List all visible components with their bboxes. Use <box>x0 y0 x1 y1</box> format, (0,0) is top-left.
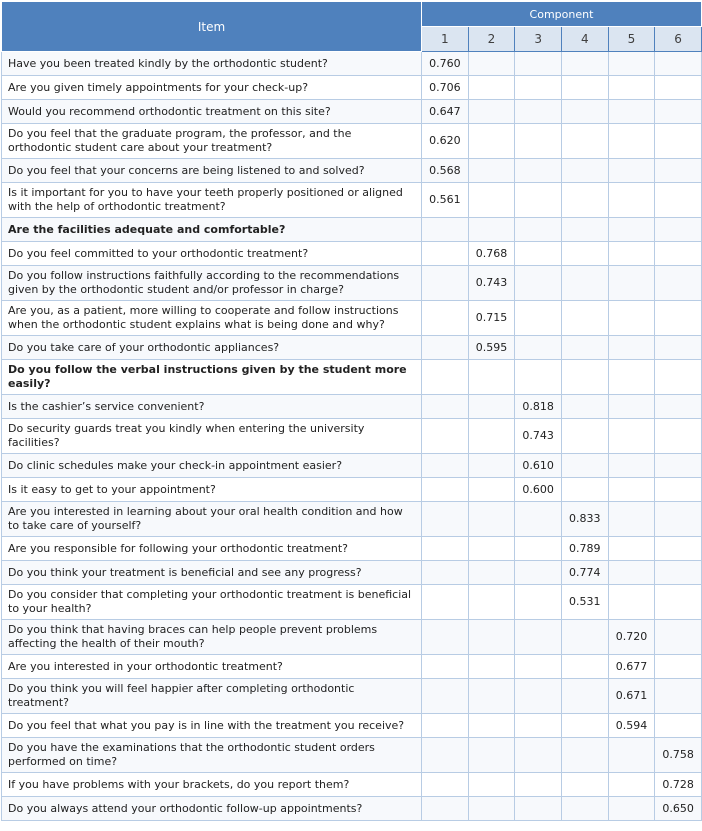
item-cell: Is it easy to get to your appointment? <box>2 478 422 502</box>
empty-cell <box>655 454 702 478</box>
item-cell: Do you feel that the graduate program, the professor, and the orthodontic student care about your treatment? <box>2 124 422 159</box>
empty-cell <box>422 336 469 360</box>
empty-cell <box>468 159 515 183</box>
empty-cell <box>515 502 562 537</box>
loading-value-cell: 0.743 <box>515 419 562 454</box>
empty-cell <box>608 360 655 395</box>
empty-cell <box>561 266 608 301</box>
empty-cell <box>608 124 655 159</box>
table-row <box>2 336 702 360</box>
empty-cell <box>468 561 515 585</box>
table-row <box>2 395 702 419</box>
loading-value-cell: 0.677 <box>608 655 655 679</box>
item-cell: Do clinic schedules make your check-in appointment easier? <box>2 454 422 478</box>
empty-cell <box>608 561 655 585</box>
empty-cell <box>468 655 515 679</box>
empty-cell <box>561 395 608 419</box>
loading-value-cell: 0.789 <box>561 537 608 561</box>
loading-value-cell: 0.671 <box>608 679 655 714</box>
item-cell: Do you follow instructions faithfully according to the recommendations given by the orthodontic student and/or professor in charge? <box>2 266 422 301</box>
loading-value-cell: 0.774 <box>561 561 608 585</box>
empty-cell <box>422 502 469 537</box>
empty-cell <box>655 537 702 561</box>
empty-cell <box>655 395 702 419</box>
loading-value-cell: 0.568 <box>422 159 469 183</box>
empty-cell <box>608 797 655 821</box>
empty-cell <box>561 419 608 454</box>
loading-value-cell: 0.610 <box>515 454 562 478</box>
item-cell: Do you think that having braces can help people prevent problems affecting the health of their mouth? <box>2 620 422 655</box>
loading-value-cell: 0.650 <box>655 797 702 821</box>
table-row <box>2 561 702 585</box>
item-cell: Are you given timely appointments for your check-up? <box>2 76 422 100</box>
empty-cell <box>515 561 562 585</box>
item-cell: If you have problems with your brackets, do you report them? <box>2 773 422 797</box>
table-row <box>2 218 702 242</box>
item-column-header: Item <box>2 2 422 52</box>
item-cell: Have you been treated kindly by the orthodontic student? <box>2 52 422 76</box>
loading-value-cell: 0.600 <box>515 478 562 502</box>
empty-cell <box>422 537 469 561</box>
empty-cell <box>655 218 702 242</box>
item-cell: Do security guards treat you kindly when entering the university facilities? <box>2 419 422 454</box>
item-cell: Is the cashier’s service convenient? <box>2 395 422 419</box>
table-row <box>2 100 702 124</box>
table-row <box>2 585 702 620</box>
empty-cell <box>655 360 702 395</box>
empty-cell <box>608 159 655 183</box>
factor-loading-table-container <box>1 1 701 821</box>
empty-cell <box>655 183 702 218</box>
empty-cell <box>468 100 515 124</box>
empty-cell <box>422 454 469 478</box>
empty-cell <box>608 419 655 454</box>
table-row <box>2 502 702 537</box>
component-number-header: 3 <box>515 27 562 52</box>
empty-cell <box>468 585 515 620</box>
item-cell: Is it important for you to have your teeth properly positioned or aligned with the help of orthodontic treatment? <box>2 183 422 218</box>
empty-cell <box>422 714 469 738</box>
loading-value-cell: 0.531 <box>561 585 608 620</box>
component-column-header: Component <box>422 2 702 27</box>
empty-cell <box>515 360 562 395</box>
table-row <box>2 797 702 821</box>
empty-cell <box>468 454 515 478</box>
item-cell: Do you consider that completing your orthodontic treatment is beneficial to your health? <box>2 585 422 620</box>
empty-cell <box>422 301 469 336</box>
loading-value-cell: 0.758 <box>655 738 702 773</box>
empty-cell <box>422 395 469 419</box>
empty-cell <box>422 620 469 655</box>
table-row <box>2 454 702 478</box>
empty-cell <box>561 454 608 478</box>
loading-value-cell: 0.620 <box>422 124 469 159</box>
empty-cell <box>468 738 515 773</box>
empty-cell <box>561 76 608 100</box>
table-row <box>2 679 702 714</box>
empty-cell <box>608 266 655 301</box>
empty-cell <box>468 124 515 159</box>
table-row <box>2 124 702 159</box>
table-row <box>2 266 702 301</box>
empty-cell <box>515 620 562 655</box>
table-row <box>2 655 702 679</box>
empty-cell <box>608 301 655 336</box>
table-body <box>2 52 702 821</box>
table-row <box>2 52 702 76</box>
section-heading-cell: Are the facilities adequate and comfortable? <box>2 218 422 242</box>
loading-value-cell: 0.561 <box>422 183 469 218</box>
item-cell: Do you feel that what you pay is in line with the treatment you receive? <box>2 714 422 738</box>
loading-value-cell: 0.818 <box>515 395 562 419</box>
empty-cell <box>655 502 702 537</box>
empty-cell <box>515 797 562 821</box>
item-cell: Do you take care of your orthodontic appliances? <box>2 336 422 360</box>
empty-cell <box>422 478 469 502</box>
item-cell: Do you think you will feel happier after completing orthodontic treatment? <box>2 679 422 714</box>
empty-cell <box>515 159 562 183</box>
component-number-header: 6 <box>655 27 702 52</box>
empty-cell <box>468 679 515 714</box>
empty-cell <box>561 738 608 773</box>
empty-cell <box>561 124 608 159</box>
empty-cell <box>655 620 702 655</box>
empty-cell <box>608 395 655 419</box>
loading-value-cell: 0.594 <box>608 714 655 738</box>
loading-value-cell: 0.720 <box>608 620 655 655</box>
empty-cell <box>608 454 655 478</box>
empty-cell <box>468 395 515 419</box>
empty-cell <box>422 266 469 301</box>
empty-cell <box>561 655 608 679</box>
empty-cell <box>468 52 515 76</box>
empty-cell <box>422 738 469 773</box>
table-row <box>2 620 702 655</box>
table-row <box>2 76 702 100</box>
empty-cell <box>655 301 702 336</box>
item-cell: Would you recommend orthodontic treatment on this site? <box>2 100 422 124</box>
item-cell: Do you feel that your concerns are being listened to and solved? <box>2 159 422 183</box>
item-cell: Are you, as a patient, more willing to cooperate and follow instructions when the orthodontic student explains what is being done and why? <box>2 301 422 336</box>
empty-cell <box>422 242 469 266</box>
empty-cell <box>608 585 655 620</box>
empty-cell <box>422 218 469 242</box>
empty-cell <box>561 620 608 655</box>
empty-cell <box>515 537 562 561</box>
empty-cell <box>655 76 702 100</box>
empty-cell <box>422 419 469 454</box>
item-cell: Are you responsible for following your orthodontic treatment? <box>2 537 422 561</box>
empty-cell <box>515 714 562 738</box>
item-cell: Are you interested in learning about your oral health condition and how to take care of yourself? <box>2 502 422 537</box>
empty-cell <box>608 502 655 537</box>
component-number-header: 1 <box>422 27 469 52</box>
table-row <box>2 738 702 773</box>
empty-cell <box>468 76 515 100</box>
item-cell: Do you always attend your orthodontic follow-up appointments? <box>2 797 422 821</box>
empty-cell <box>608 52 655 76</box>
empty-cell <box>468 502 515 537</box>
empty-cell <box>515 336 562 360</box>
empty-cell <box>422 679 469 714</box>
empty-cell <box>515 266 562 301</box>
empty-cell <box>561 360 608 395</box>
table-row <box>2 183 702 218</box>
empty-cell <box>422 797 469 821</box>
empty-cell <box>561 478 608 502</box>
empty-cell <box>561 301 608 336</box>
empty-cell <box>468 797 515 821</box>
empty-cell <box>468 773 515 797</box>
section-heading-cell: Do you follow the verbal instructions given by the student more easily? <box>2 360 422 395</box>
empty-cell <box>655 655 702 679</box>
empty-cell <box>655 561 702 585</box>
empty-cell <box>608 218 655 242</box>
table-row <box>2 360 702 395</box>
component-number-header: 5 <box>608 27 655 52</box>
empty-cell <box>422 561 469 585</box>
empty-cell <box>561 714 608 738</box>
empty-cell <box>515 76 562 100</box>
empty-cell <box>468 419 515 454</box>
item-cell: Are you interested in your orthodontic treatment? <box>2 655 422 679</box>
empty-cell <box>655 336 702 360</box>
loading-value-cell: 0.728 <box>655 773 702 797</box>
table-header <box>2 2 702 52</box>
empty-cell <box>468 620 515 655</box>
empty-cell <box>515 655 562 679</box>
empty-cell <box>608 537 655 561</box>
empty-cell <box>515 218 562 242</box>
empty-cell <box>515 738 562 773</box>
empty-cell <box>468 537 515 561</box>
empty-cell <box>422 585 469 620</box>
empty-cell <box>655 124 702 159</box>
component-number-header: 4 <box>561 27 608 52</box>
empty-cell <box>655 242 702 266</box>
empty-cell <box>422 773 469 797</box>
empty-cell <box>608 100 655 124</box>
table-row <box>2 478 702 502</box>
loading-value-cell: 0.743 <box>468 266 515 301</box>
table-row <box>2 419 702 454</box>
empty-cell <box>561 52 608 76</box>
loading-value-cell: 0.706 <box>422 76 469 100</box>
empty-cell <box>655 159 702 183</box>
empty-cell <box>561 679 608 714</box>
table-row <box>2 159 702 183</box>
empty-cell <box>655 100 702 124</box>
loading-value-cell: 0.833 <box>561 502 608 537</box>
empty-cell <box>468 183 515 218</box>
empty-cell <box>608 478 655 502</box>
empty-cell <box>515 242 562 266</box>
empty-cell <box>468 218 515 242</box>
empty-cell <box>655 266 702 301</box>
empty-cell <box>561 218 608 242</box>
table-row <box>2 714 702 738</box>
empty-cell <box>655 679 702 714</box>
empty-cell <box>608 336 655 360</box>
empty-cell <box>561 797 608 821</box>
loading-value-cell: 0.768 <box>468 242 515 266</box>
empty-cell <box>515 124 562 159</box>
empty-cell <box>655 478 702 502</box>
empty-cell <box>608 183 655 218</box>
empty-cell <box>655 714 702 738</box>
empty-cell <box>515 52 562 76</box>
empty-cell <box>515 773 562 797</box>
table-row <box>2 242 702 266</box>
empty-cell <box>655 52 702 76</box>
empty-cell <box>608 773 655 797</box>
loading-value-cell: 0.715 <box>468 301 515 336</box>
item-cell: Do you have the examinations that the orthodontic student orders performed on time? <box>2 738 422 773</box>
empty-cell <box>468 478 515 502</box>
empty-cell <box>655 419 702 454</box>
empty-cell <box>468 714 515 738</box>
factor-loading-table <box>1 1 702 821</box>
empty-cell <box>608 242 655 266</box>
empty-cell <box>515 100 562 124</box>
empty-cell <box>422 655 469 679</box>
empty-cell <box>515 183 562 218</box>
item-cell: Do you think your treatment is beneficial and see any progress? <box>2 561 422 585</box>
empty-cell <box>515 301 562 336</box>
table-row <box>2 301 702 336</box>
empty-cell <box>561 242 608 266</box>
empty-cell <box>561 336 608 360</box>
loading-value-cell: 0.760 <box>422 52 469 76</box>
component-number-header: 2 <box>468 27 515 52</box>
empty-cell <box>655 585 702 620</box>
empty-cell <box>561 100 608 124</box>
empty-cell <box>561 159 608 183</box>
empty-cell <box>561 773 608 797</box>
empty-cell <box>561 183 608 218</box>
empty-cell <box>468 360 515 395</box>
table-row <box>2 537 702 561</box>
table-row <box>2 773 702 797</box>
loading-value-cell: 0.647 <box>422 100 469 124</box>
item-cell: Do you feel committed to your orthodontic treatment? <box>2 242 422 266</box>
empty-cell <box>608 738 655 773</box>
empty-cell <box>422 360 469 395</box>
empty-cell <box>515 679 562 714</box>
empty-cell <box>515 585 562 620</box>
loading-value-cell: 0.595 <box>468 336 515 360</box>
empty-cell <box>608 76 655 100</box>
